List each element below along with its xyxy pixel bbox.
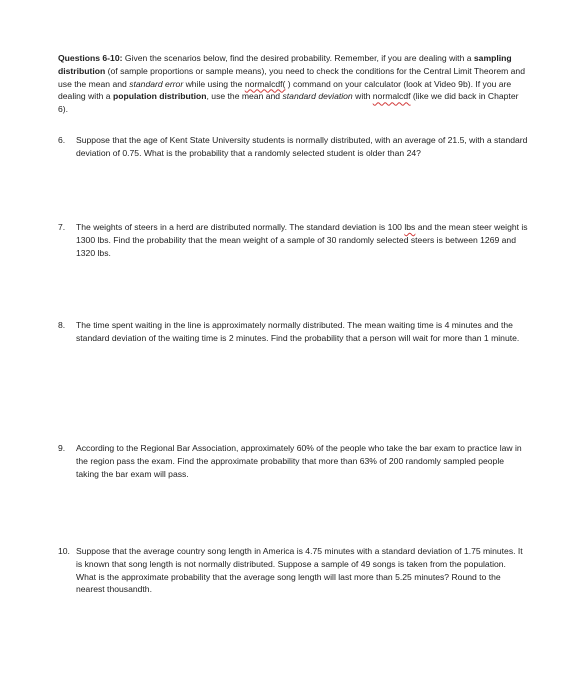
- question-number: 10.: [58, 546, 70, 556]
- instructions-heading: Questions 6-10:: [58, 53, 123, 63]
- instructions-text: (of sample proportions or sample means), you need to check the conditions for the Central Limit Theorem and use the mean and: [58, 65, 525, 89]
- instructions-text: while using the: [183, 78, 245, 89]
- lbs-word: lbs: [404, 222, 416, 232]
- question-7: [58, 221, 528, 259]
- instructions-text: , use the mean and: [206, 91, 283, 102]
- instructions-text: ) command on your calculator (look at Video 9b). If you are dealing with a: [58, 78, 512, 102]
- question-9: [58, 442, 528, 480]
- population-distribution-term: population distribution: [112, 91, 207, 102]
- question-text: Suppose that the average country song length in America is 4.75 minutes with a standard deviation of 1.75 minutes. It is known that song length is not normally distributed. Suppose a sample of 49 songs is taken from the population. What is the approximate probability that the average song length will last more than 5.25 minutes? Round to the nearest thousandth.: [76, 546, 523, 595]
- question-text: [76, 221, 528, 259]
- question-8: [58, 319, 528, 345]
- question-number: 6.: [58, 135, 66, 145]
- question-number: 9.: [58, 443, 66, 453]
- question-text: According to the Regional Bar Association, approximately 60% of the people who take the bar exam to practice law in the region pass the exam. Find the approximate probability that more than 63% of 200 randomly sampled people taking the bar exam will pass.: [76, 443, 522, 479]
- instructions-text: with: [352, 91, 373, 102]
- normalcdf-word: normalcdf: [372, 91, 411, 102]
- standard-deviation-term: standard deviation: [282, 91, 353, 102]
- sampling-distribution-term: sampling distribution: [58, 53, 512, 76]
- question-text-part: The weights of steers in a herd are distributed normally. The standard deviation is 100: [76, 222, 405, 232]
- question-6: [58, 134, 528, 160]
- question-number: 7.: [58, 222, 66, 232]
- instructions-text: (like we did back in Chapter 6).: [58, 91, 519, 115]
- question-10: [58, 545, 528, 596]
- instructions-paragraph: [58, 52, 528, 116]
- question-text-part: and the mean steer weight is 1300 lbs. Find the probability that the mean weight of a sample of 30 randomly selected steers is between 1269 and 1320 lbs.: [76, 222, 528, 258]
- normalcdf-command: normalcdf(: [244, 78, 286, 89]
- standard-error-term: standard error: [129, 78, 184, 89]
- question-text: The time spent waiting in the line is approximately normally distributed. The mean waiting time is 4 minutes and the standard deviation of the waiting time is 2 minutes. Find the probability that a person will wait for more than 1 minute.: [76, 320, 520, 343]
- question-text: Suppose that the age of Kent State University students is normally distributed, with an average of 21.5, with a standard deviation of 0.75. What is the probability that a randomly selected student is older than 24?: [76, 135, 528, 158]
- question-number: 8.: [58, 320, 66, 330]
- instructions-text: Given the scenarios below, find the desired probability. Remember, if you are dealing with a: [122, 53, 474, 63]
